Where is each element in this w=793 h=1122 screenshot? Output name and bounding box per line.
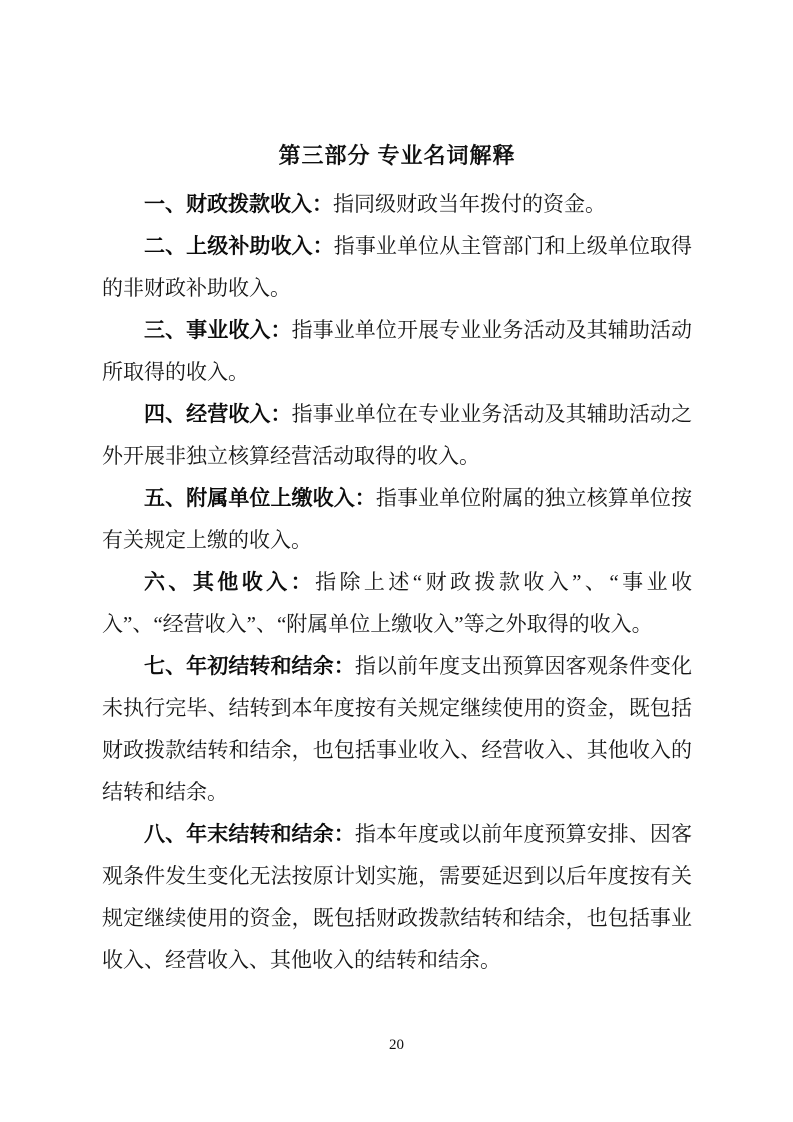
term-label: 八、年末结转和结余：	[144, 822, 355, 846]
term-paragraph	[102, 477, 692, 561]
page-number: 20	[389, 1037, 404, 1053]
term-label: 五、附属单位上缴收入：	[144, 486, 376, 510]
term-definition: 指除上述“财政拨款收入”、“事业收入”、“经营收入”、“附属单位上缴收入”等之外取得的收入。	[102, 570, 693, 636]
term-paragraph	[102, 561, 692, 645]
term-definition: 指事业单位在专业业务活动及其辅助活动之外开展非独立核算经营活动取得的收入。	[102, 402, 693, 468]
term-label: 六、其他收入：	[144, 570, 316, 594]
term-definition: 指本年度或以前年度预算安排、因客观条件发生变化无法按原计划实施，需要延迟到以后年度按有关规定继续使用的资金，既包括财政拨款结转和结余，也包括事业收入、经营收入、其他收入的结转和结余。	[102, 822, 693, 972]
term-paragraph	[102, 183, 692, 225]
term-label: 四、经营收入：	[144, 402, 292, 426]
document-body	[102, 140, 692, 981]
term-definition: 指事业单位附属的独立核算单位按有关规定上缴的收入。	[102, 486, 693, 552]
term-label: 三、事业收入：	[144, 318, 292, 342]
term-definition: 指同级财政当年拨付的资金。	[333, 192, 606, 216]
term-paragraph	[102, 393, 692, 477]
term-paragraph	[102, 309, 692, 393]
page-title: 第三部分 专业名词解释	[278, 143, 516, 168]
term-label: 一、财政拨款收入：	[144, 192, 333, 216]
term-label: 二、上级补助收入：	[144, 234, 334, 258]
term-definition: 指事业单位从主管部门和上级单位取得的非财政补助收入。	[102, 234, 693, 300]
term-paragraph	[102, 813, 692, 981]
term-definition: 指事业单位开展专业业务活动及其辅助活动所取得的收入。	[102, 318, 693, 384]
term-paragraph	[102, 225, 692, 309]
term-label: 七、年初结转和结余：	[144, 654, 355, 678]
term-definition: 指以前年度支出预算因客观条件变化未执行完毕、结转到本年度按有关规定继续使用的资金，既包括财政拨款结转和结余，也包括事业收入、经营收入、其他收入的结转和结余。	[102, 654, 693, 804]
term-paragraph	[102, 645, 692, 813]
